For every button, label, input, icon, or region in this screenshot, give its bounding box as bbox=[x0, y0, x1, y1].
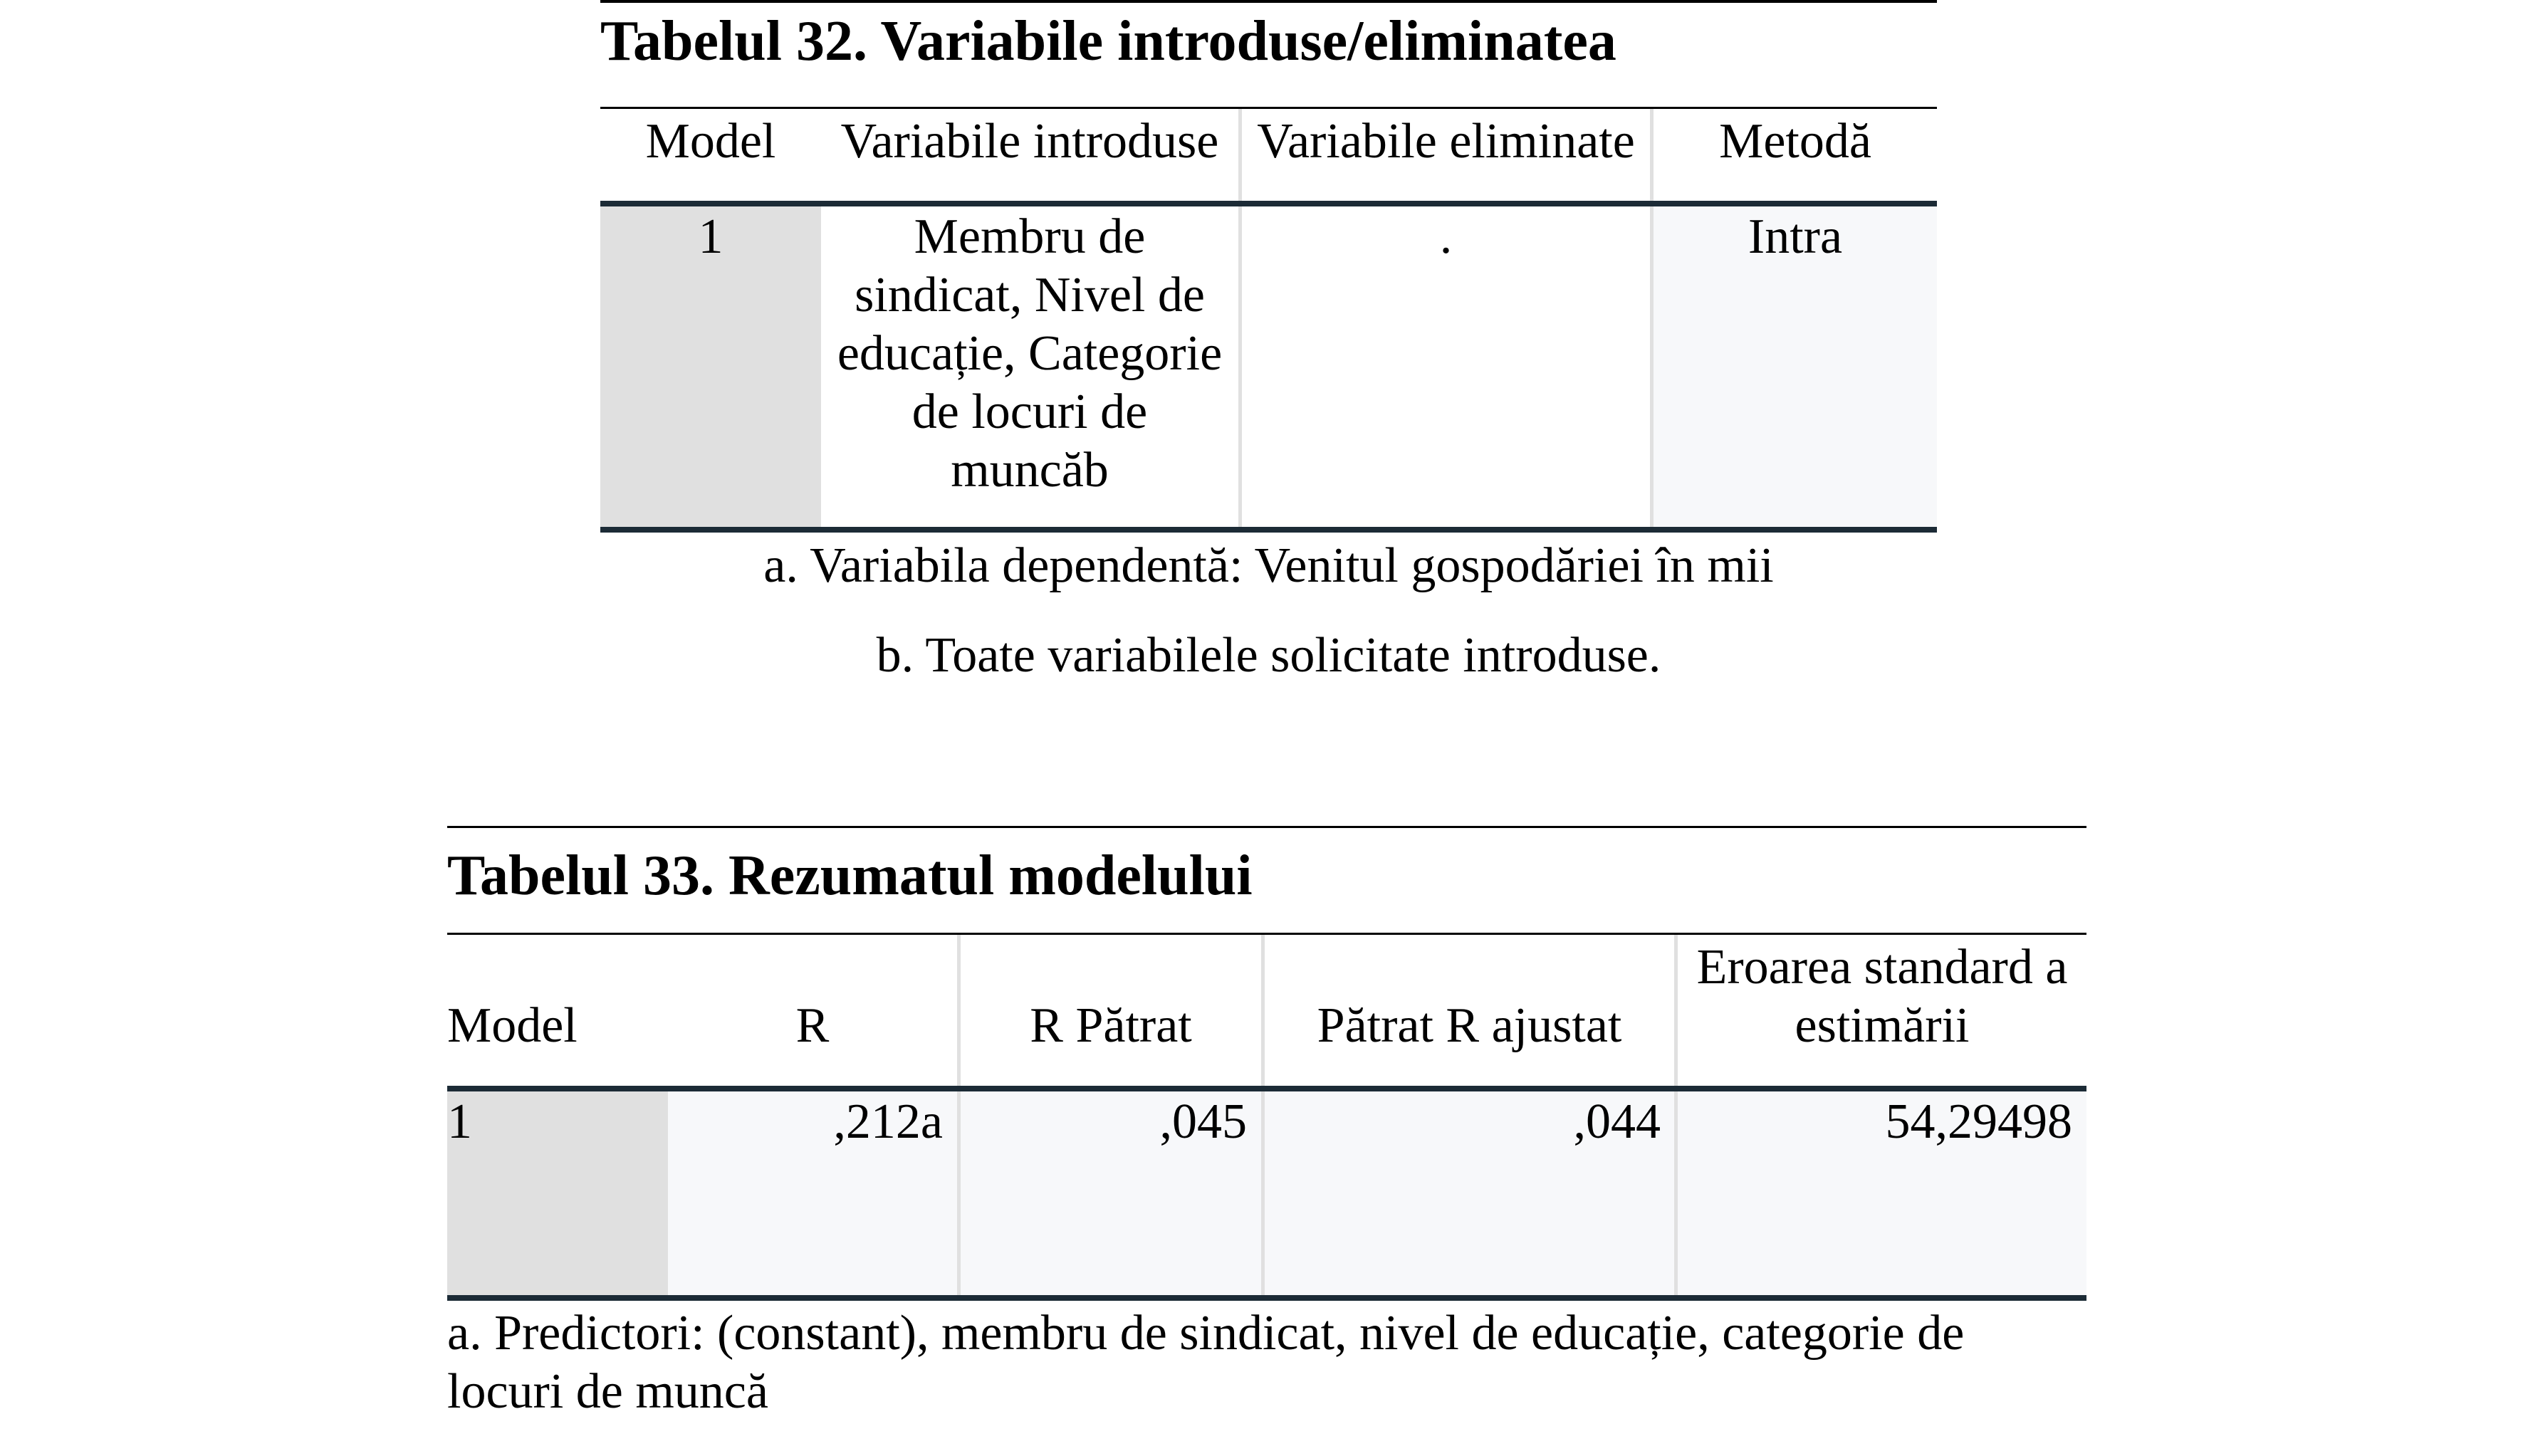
table-32-header-introduced: Variabile introduse bbox=[840, 114, 1219, 169]
table-33-header-adj-r-square: Pătrat R ajustat bbox=[1317, 998, 1622, 1053]
table-32-introduced-line: de locuri de bbox=[911, 384, 1148, 439]
table-32-introduced-line: muncăb bbox=[951, 443, 1109, 498]
table-33-header-std-error-line: Eroarea standard a bbox=[1696, 940, 2068, 995]
table-32-introduced-line: Membru de bbox=[914, 209, 1146, 264]
table-32-footnote-a: a. Variabila dependentă: Venitul gospodăriei în mii bbox=[763, 538, 1774, 593]
table-32-cell-eliminated: . bbox=[1439, 209, 1453, 264]
table-32-header-bottom-rule bbox=[600, 201, 1937, 206]
table-33-cell-r: ,212a bbox=[833, 1094, 943, 1149]
table-32-header-eliminated: Variabile eliminate bbox=[1257, 114, 1635, 169]
table-33-header-r-square: R Pătrat bbox=[1030, 998, 1192, 1053]
table-32-header-method: Metodă bbox=[1719, 114, 1871, 169]
table-33-cell-std-error: 54,29498 bbox=[1885, 1094, 2072, 1149]
table-32-introduced-line: educație, Categorie bbox=[837, 326, 1223, 381]
table-32-cell-method: Intra bbox=[1748, 209, 1843, 264]
table-33-footnote-line: a. Predictori: (constant), membru de sindicat, nivel de educație, categorie de bbox=[447, 1306, 1965, 1361]
table-33 bbox=[447, 826, 2086, 1324]
table-33-footnote-line: locuri de muncă bbox=[447, 1364, 768, 1419]
table-32-bottom-rule bbox=[600, 527, 1937, 533]
table-33-cell-r-square: ,045 bbox=[1159, 1094, 1247, 1149]
table-33-header-bottom-rule bbox=[447, 1086, 2086, 1091]
table-33-header-std-error bbox=[1678, 938, 2086, 1055]
table-32-title: Tabelul 32. Variabile introduse/eliminatea bbox=[600, 10, 1616, 73]
table-33-bottom-rule bbox=[447, 1295, 2086, 1301]
table-33-cell-adj-r-square: ,044 bbox=[1573, 1094, 1661, 1149]
table-33-row-label-shade bbox=[447, 1091, 668, 1295]
table-33-cell-model: 1 bbox=[447, 1094, 472, 1149]
table-33-top-rule bbox=[447, 826, 2086, 828]
table-33-header-rule bbox=[447, 933, 2086, 935]
table-32-cell-model: 1 bbox=[698, 209, 724, 264]
table-32-col-divider bbox=[1238, 109, 1242, 533]
table-32-header-model: Model bbox=[645, 114, 776, 169]
table-33-header-model: Model bbox=[447, 998, 578, 1053]
table-33-header-r: R bbox=[795, 998, 830, 1053]
table-32-footnote-b: b. Toate variabilele solicitate introduse. bbox=[876, 628, 1661, 683]
table-33-title: Tabelul 33. Rezumatul modelului bbox=[447, 844, 1253, 907]
table-32-cell-introduced bbox=[821, 208, 1238, 500]
table-32 bbox=[600, 0, 1937, 712]
table-32-introduced-line: sindicat, Nivel de bbox=[855, 268, 1205, 323]
table-33-header-std-error-line: estimării bbox=[1795, 998, 1970, 1053]
table-33-footnote bbox=[447, 1304, 2086, 1421]
table-32-top-rule bbox=[600, 0, 1937, 3]
table-32-header-rule bbox=[600, 107, 1937, 109]
